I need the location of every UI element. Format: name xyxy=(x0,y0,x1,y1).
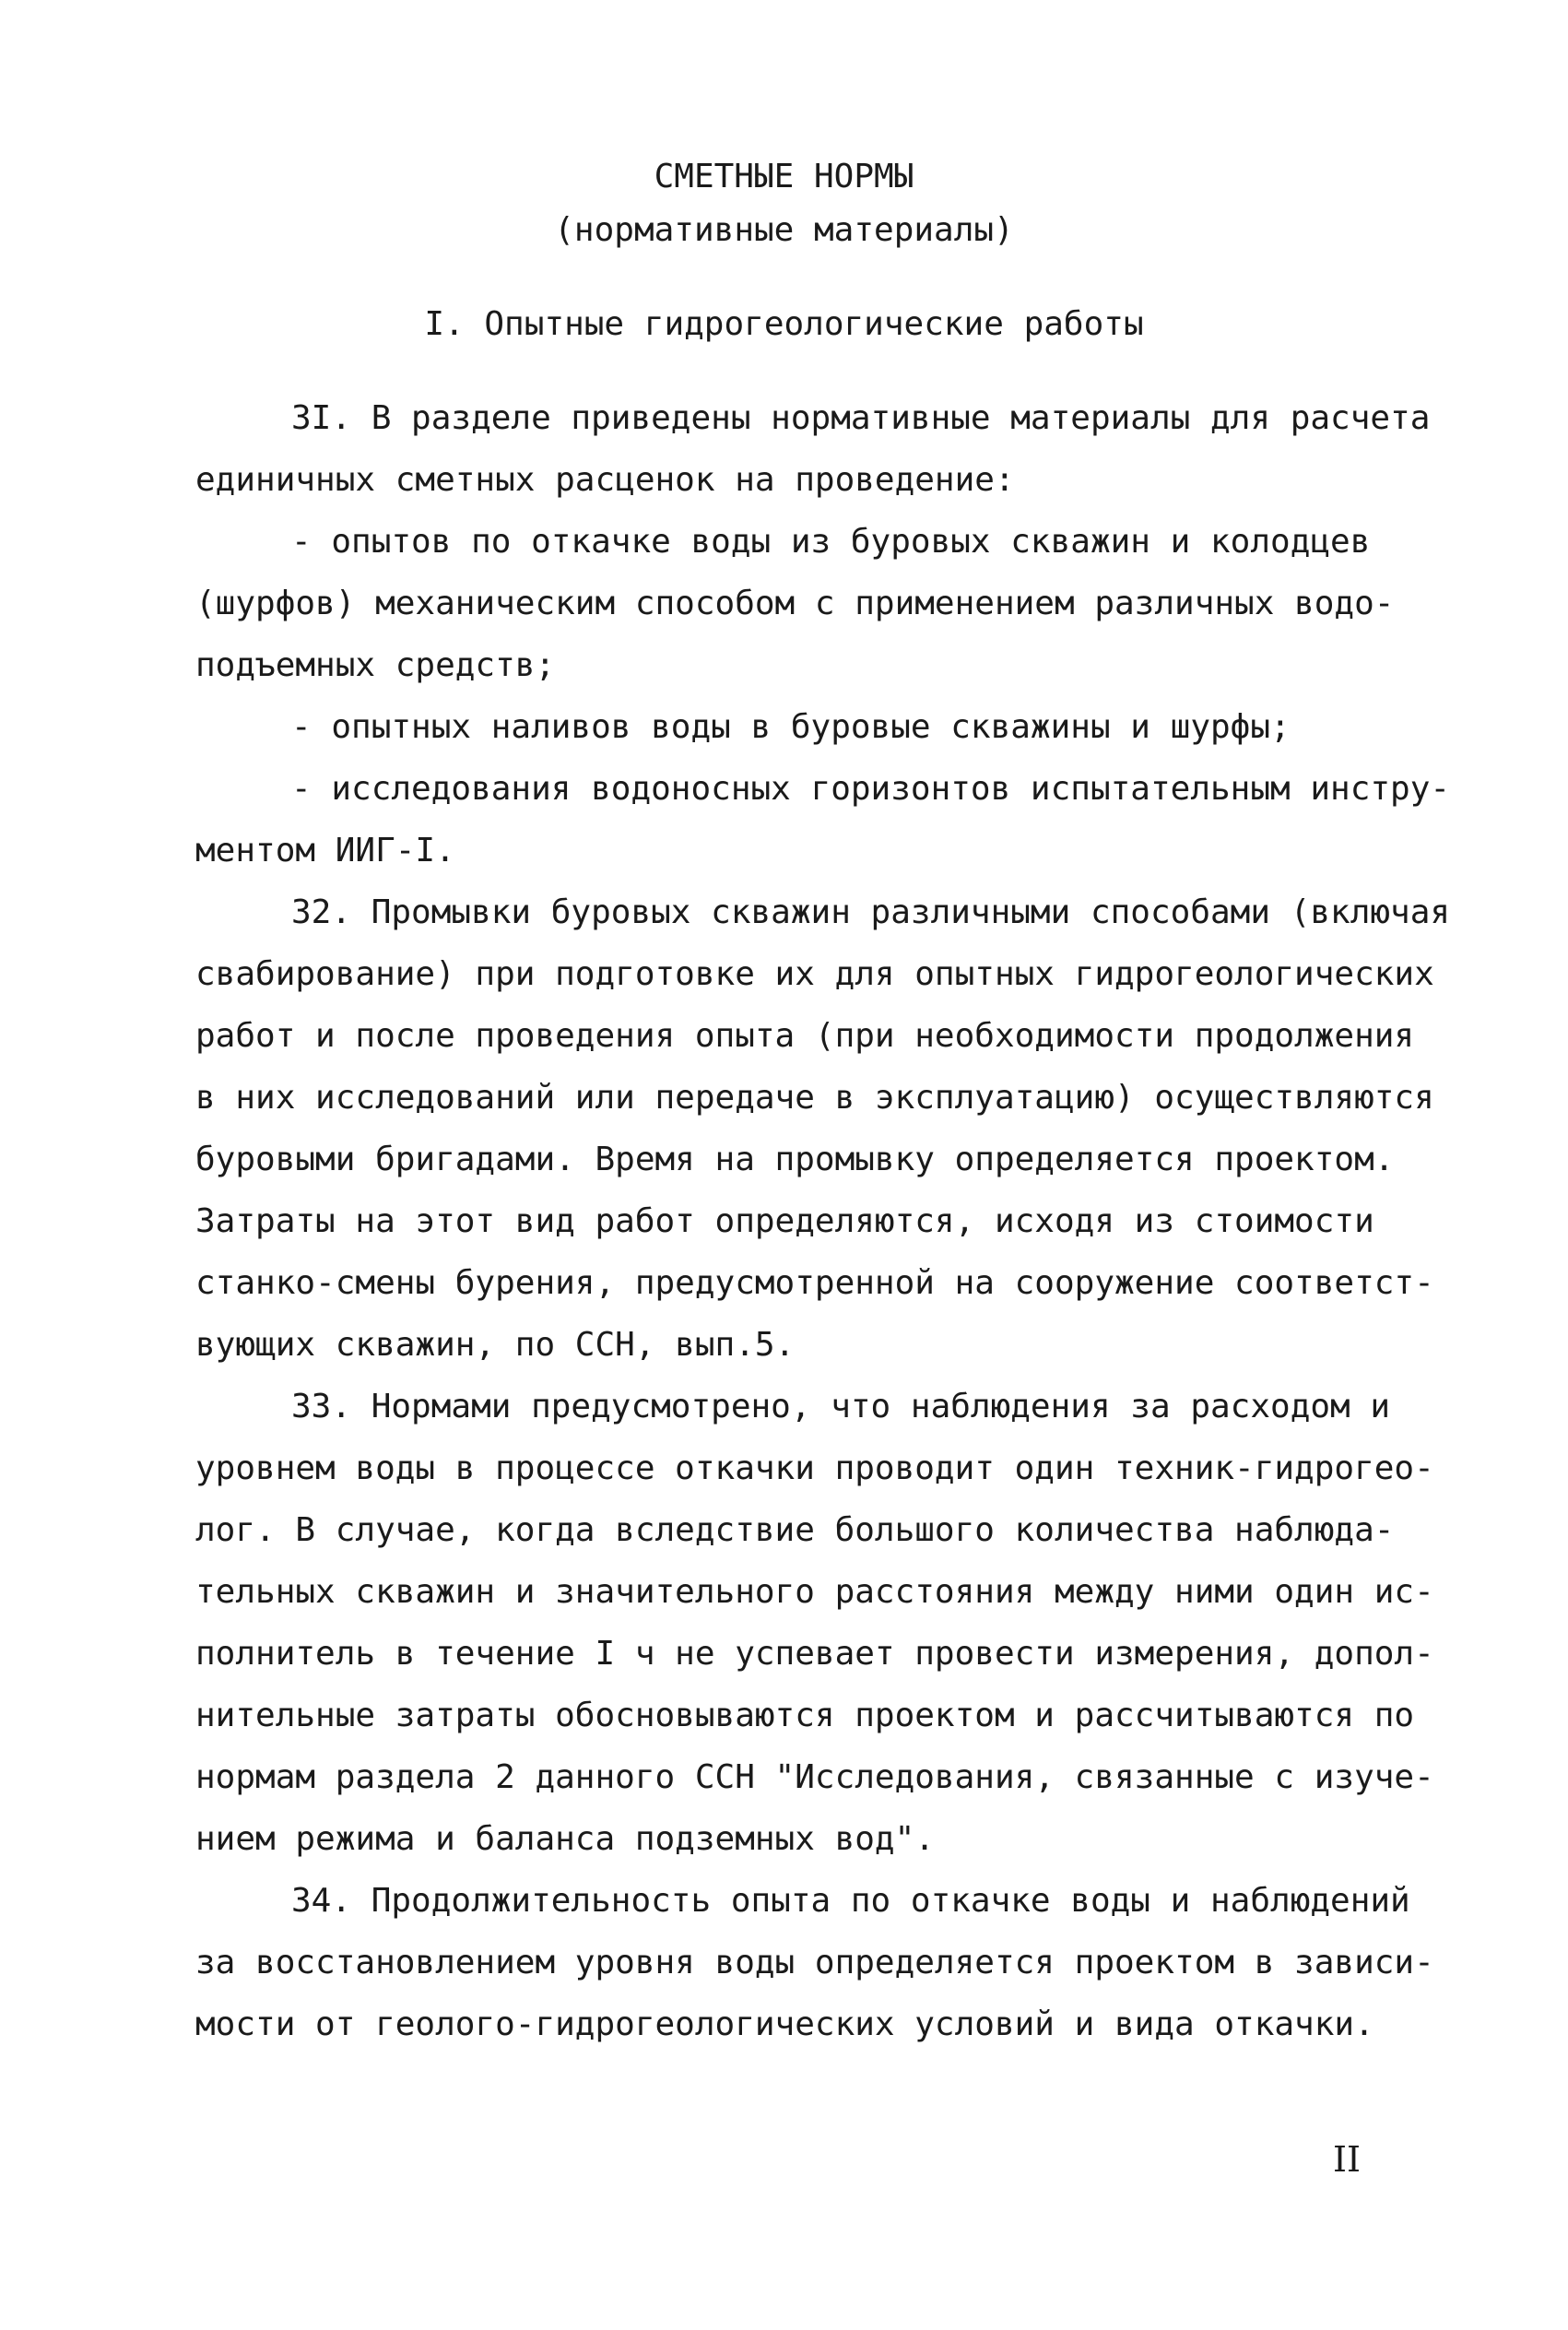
text-line: (шурфов) механическим способом с применением различных водо- xyxy=(195,585,1395,622)
text-line: подъемных средств; xyxy=(195,646,556,684)
text-line: нием режима и баланса подземных вод". xyxy=(195,1820,935,1858)
text-line: 34. Продолжительность опыта по откачке воды и наблюдений xyxy=(291,1882,1410,1920)
page-number: II xyxy=(1332,2139,1361,2180)
text-line: станко-смены бурения, предусмотренной на сооружение соответст- xyxy=(195,1264,1434,1302)
text-line: - опытов по откачке воды из буровых скважин и колодцев xyxy=(291,523,1371,561)
text-line: 33. Нормами предусмотрено, что наблюдения за расходом и xyxy=(291,1388,1391,1425)
text-line: 3I. В разделе приведены нормативные материалы для расчета xyxy=(291,399,1431,437)
text-line: 32. Промывки буровых скважин различными способами (включая xyxy=(291,893,1451,931)
document-subtitle: (нормативные материалы) xyxy=(554,211,1014,249)
text-line: работ и после проведения опыта (при необходимости продолжения xyxy=(195,1017,1415,1055)
text-line: единичных сметных расценок на проведение: xyxy=(195,461,1015,499)
text-line: свабирование) при подготовке их для опытных гидрогеологических xyxy=(195,955,1434,993)
text-line: мости от геолого-гидрогеологических условий и вида откачки. xyxy=(195,2005,1374,2043)
text-line: в них исследований или передаче в эксплуатацию) осуществляются xyxy=(195,1079,1434,1117)
document-title: СМЕТНЫЕ НОРМЫ xyxy=(654,158,914,195)
body-text xyxy=(195,387,1451,2055)
text-line: буровыми бригадами. Время на промывку определяется проектом. xyxy=(195,1141,1395,1178)
text-line: за восстановлением уровня воды определяется проектом в зависи- xyxy=(195,1944,1434,1981)
text-line: уровнем воды в процессе откачки проводит один техник-гидрогео- xyxy=(195,1449,1434,1487)
text-line: - исследования водоносных горизонтов испытательным инстру- xyxy=(291,770,1451,808)
text-line: нормам раздела 2 данного ССН "Исследования, связанные с изуче- xyxy=(195,1758,1434,1796)
text-line: нительные затраты обосновываются проектом и рассчитываются по xyxy=(195,1697,1415,1734)
text-line: лог. В случае, когда вследствие большого количества наблюда- xyxy=(195,1511,1395,1549)
section-heading: I. Опытные гидрогеологические работы xyxy=(424,305,1144,343)
text-line: полнитель в течение I ч не успевает провести измерения, допол- xyxy=(195,1635,1434,1673)
text-line: - опытных наливов воды в буровые скважины и шурфы; xyxy=(291,708,1291,746)
text-line: Затраты на этот вид работ определяются, исходя из стоимости xyxy=(195,1202,1374,1240)
text-line: ментом ИИГ-I. xyxy=(195,832,455,869)
text-line: вующих скважин, по ССН, вып.5. xyxy=(195,1326,796,1364)
text-line: тельных скважин и значительного расстояния между ними один ис- xyxy=(195,1573,1434,1611)
